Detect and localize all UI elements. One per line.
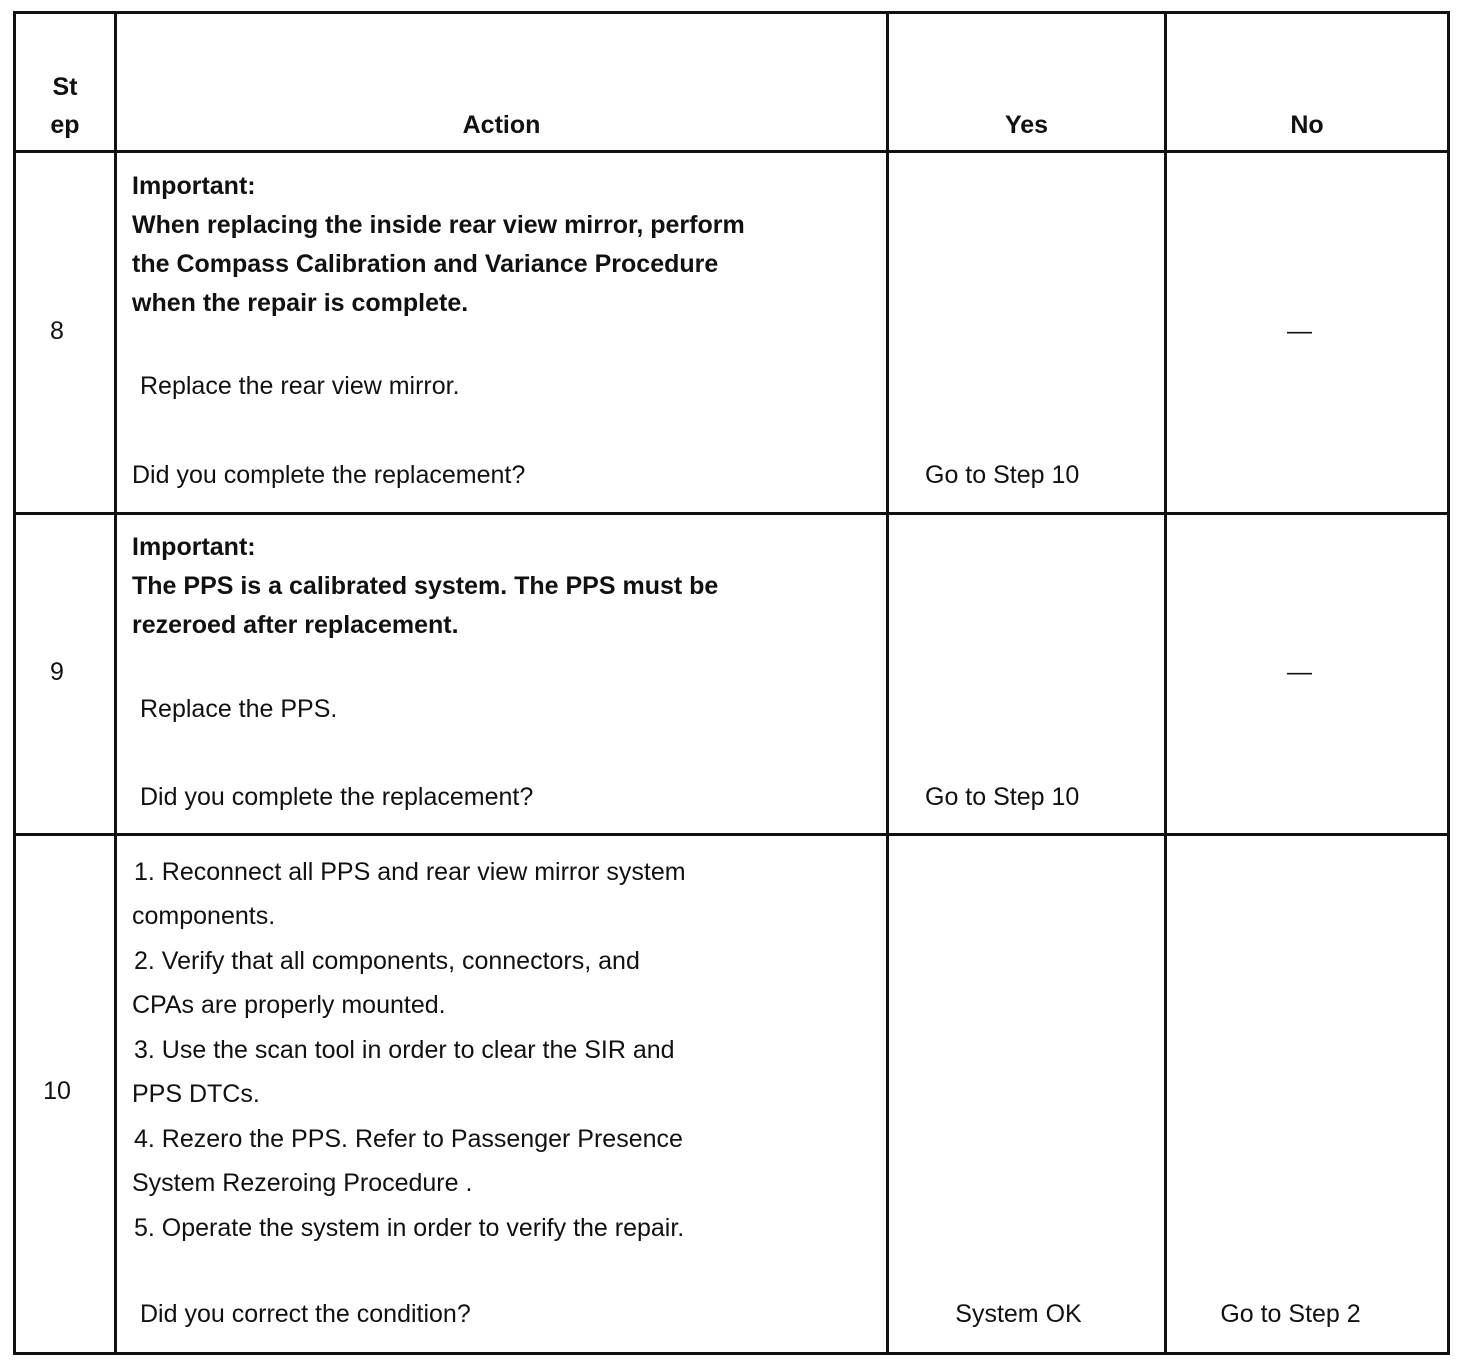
- yes-result: Go to Step 10: [925, 461, 1080, 489]
- header-action: Action: [462, 111, 541, 139]
- important-note-line: The PPS is a calibrated system. The PPS must be: [132, 572, 719, 600]
- header-step-line2: ep: [50, 111, 80, 139]
- procedure-line: 3. Use the scan tool in order to clear the SIR and: [134, 1036, 675, 1064]
- row-divider-9-10: [13, 833, 1450, 836]
- procedure-line: 1. Reconnect all PPS and rear view mirror system: [134, 858, 686, 886]
- question-text: Did you complete the replacement?: [140, 783, 534, 811]
- yes-result: System OK: [955, 1300, 1082, 1328]
- no-result-dash: —: [1287, 658, 1312, 686]
- question-text: Did you complete the replacement?: [132, 461, 526, 489]
- question-text: Did you correct the condition?: [140, 1300, 471, 1328]
- procedure-line: 4. Rezero the PPS. Refer to Passenger Presence: [134, 1125, 683, 1153]
- procedure-line: PPS DTCs.: [132, 1080, 260, 1108]
- header-divider: [13, 150, 1450, 153]
- procedure-line: components.: [132, 902, 276, 930]
- important-label: Important:: [132, 172, 256, 200]
- header-step-line1: St: [52, 73, 78, 101]
- table-border-top: [13, 11, 1450, 14]
- header-no: No: [1290, 111, 1324, 139]
- table-border-right: [1447, 11, 1450, 1355]
- table-border-bottom: [13, 1352, 1450, 1355]
- important-note-line: When replacing the inside rear view mirror, perform: [132, 211, 745, 239]
- header-yes: Yes: [1004, 111, 1049, 139]
- column-divider-step-action: [114, 11, 117, 1355]
- important-note-line: when the repair is complete.: [132, 289, 469, 317]
- procedure-line: 2. Verify that all components, connectors, and: [134, 947, 640, 975]
- important-note-line: rezeroed after replacement.: [132, 611, 459, 639]
- important-label: Important:: [132, 533, 256, 561]
- procedure-line: System Rezeroing Procedure .: [132, 1169, 473, 1197]
- no-result-dash: —: [1287, 317, 1312, 345]
- step-number: 8: [50, 317, 64, 345]
- column-divider-action-yes: [886, 11, 889, 1355]
- procedure-line: 5. Operate the system in order to verify the repair.: [134, 1214, 685, 1242]
- procedure-line: CPAs are properly mounted.: [132, 991, 446, 1019]
- important-note-line: the Compass Calibration and Variance Procedure: [132, 250, 719, 278]
- yes-result: Go to Step 10: [925, 783, 1080, 811]
- step-number: 9: [50, 658, 64, 686]
- step-number: 10: [43, 1077, 71, 1105]
- row-divider-8-9: [13, 512, 1450, 515]
- instruction-text: Replace the PPS.: [140, 695, 338, 723]
- instruction-text: Replace the rear view mirror.: [140, 372, 460, 400]
- no-result: Go to Step 2: [1220, 1300, 1361, 1328]
